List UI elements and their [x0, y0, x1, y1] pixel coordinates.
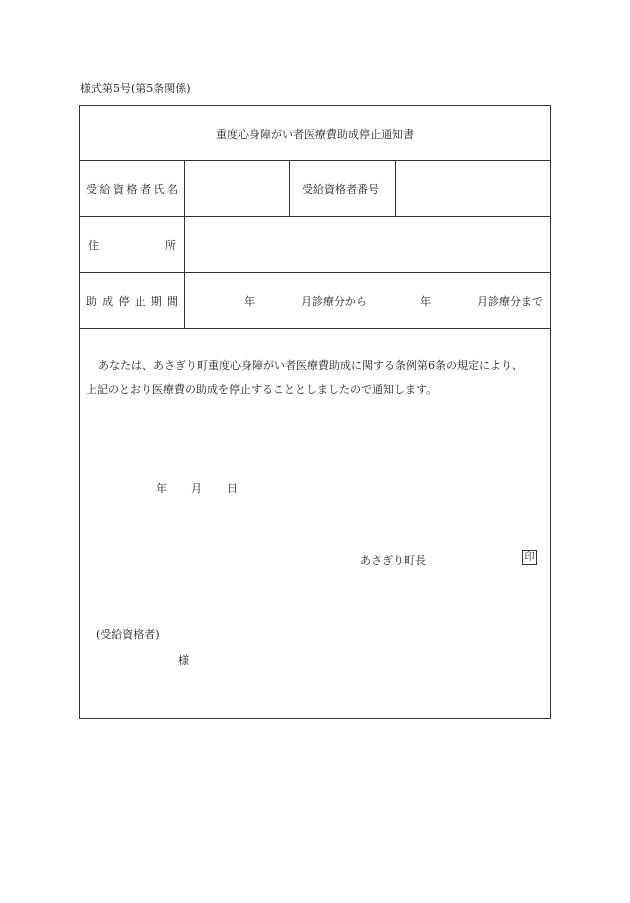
notice-body-line-1: あなたは、あさぎり町重度心身障がい者医療費助成に関する条例第6条の規定により、: [98, 359, 523, 372]
honorific: 様: [178, 654, 189, 667]
divider: [289, 161, 290, 216]
period-year-1: 年: [244, 294, 255, 308]
date-year: 年: [156, 482, 167, 495]
period-row: [80, 273, 550, 329]
divider: [395, 161, 396, 216]
notice-form: [79, 105, 551, 719]
recipient-label: (受給資格者): [96, 628, 160, 641]
notice-body: [86, 354, 542, 402]
form-number: 様式第5号(第5条関係): [80, 82, 191, 95]
divider: [184, 161, 185, 216]
period-from: 月診療分から: [301, 294, 367, 308]
divider: [184, 273, 185, 328]
recipient-info-row: [80, 161, 550, 217]
notice-body-line-2: 上記のとおり医療費の助成を停止することとしましたので通知します。: [86, 383, 438, 396]
recipient-name-label: 受 給 資 格 者 氏 名: [86, 182, 178, 196]
divider: [184, 217, 185, 272]
address-row: [80, 217, 550, 273]
recipient-number-label: 受給資格者番号: [302, 182, 379, 196]
seal-mark: 印: [522, 550, 537, 565]
date-day: 日: [227, 482, 238, 495]
period-to: 月診療分まで: [477, 294, 543, 308]
title-row: [80, 106, 550, 161]
date-month: 月: [191, 482, 202, 495]
issuer-name: あさぎり町長: [360, 554, 426, 567]
period-year-2: 年: [420, 294, 431, 308]
form-title: 重度心身障がい者医療費助成停止通知書: [216, 128, 414, 141]
period-label: 助 成 停 止 期 間: [86, 294, 178, 308]
address-label: 住 所: [88, 238, 176, 252]
